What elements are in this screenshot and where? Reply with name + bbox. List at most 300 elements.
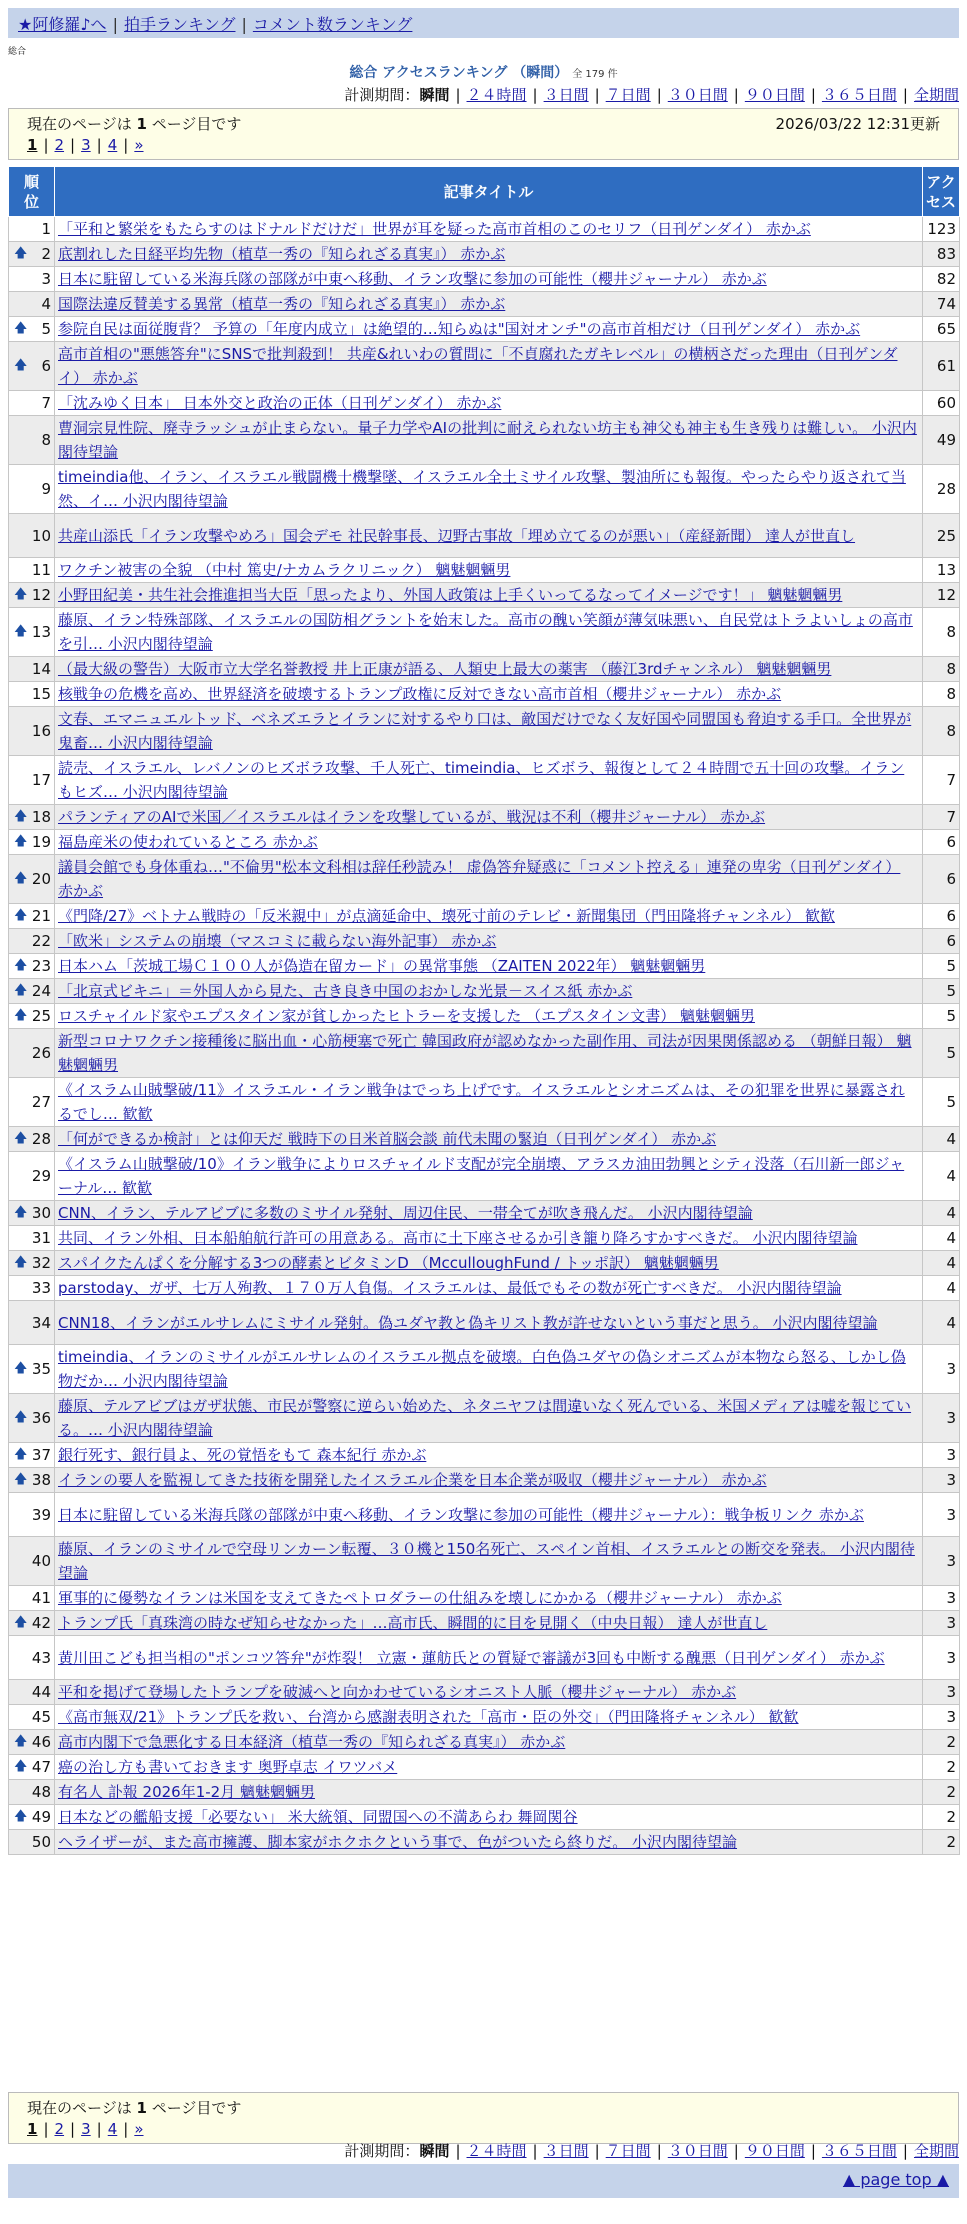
rank-cell [9,1078,55,1127]
title-cell [55,1004,923,1029]
rank-cell [9,707,55,756]
title-cell [55,558,923,583]
article-link[interactable]: 《門降/27》ベトナム戦時の「反米親中」が点滴延命中、壊死寸前のテレビ・新聞集団（門田隆将チャンネル） 歓歓 [58,907,835,925]
rank-cell [9,657,55,682]
period-separator: | [733,2142,739,2160]
access-count: 5 [923,1029,960,1078]
access-count: 8 [923,682,960,707]
rank-cell [9,1004,55,1029]
table-row [9,1029,960,1078]
article-link[interactable]: 平和を掲げて登場したトランプを破滅へと向かわせているシオニスト人脈（櫻井ジャーナル） 赤かぶ [58,1683,737,1701]
rank-number: 25 [31,1007,51,1025]
access-count: 3 [923,1611,960,1636]
article-link[interactable]: 「北京式ビキニ」＝外国人から見た、古き良き中国のおかしな光景－スイス紙 赤かぶ [58,982,633,1000]
table-row [9,608,960,657]
rank-number: 21 [31,907,51,925]
title-cell [55,514,923,558]
title-cell [55,1201,923,1226]
title-cell [55,1830,923,1855]
article-link[interactable]: 日本に駐留している米海兵隊の部隊が中東へ移動、イラン攻撃に参加の可能性（櫻井ジャーナル）：戦争板リンク 赤かぶ [58,1505,864,1524]
title-cell [55,1680,923,1705]
rank-cell [9,1394,55,1443]
rank-number: 17 [31,771,51,789]
period-separator: | [656,86,662,104]
article-link[interactable]: 日本に駐留している米海兵隊の部隊が中東へ移動、イラン攻撃に参加の可能性（櫻井ジャーナル） 赤かぶ [58,270,767,288]
access-count: 12 [923,583,960,608]
article-link[interactable]: 藤原、イランのミサイルで空母リンカーン転覆、３０機と150名死亡、スペイン首相、イスラエルとの断交を発表。 小沢内閣待望論 [58,1540,915,1582]
article-link[interactable]: 新型コロナワクチン接種後に脳出血・心筋梗塞で死亡 韓国政府が認めなかった副作用、司法が因果関係認める （朝鮮日報） 魑魅魍魎男 [58,1032,912,1074]
rank-cell [9,1830,55,1855]
rank-number: 12 [31,586,51,604]
access-count: 8 [923,707,960,756]
rank-number: 26 [31,1044,51,1062]
ranking-table [8,166,960,1855]
rank-number: 6 [41,357,51,375]
rank-number: 8 [41,431,51,449]
article-link[interactable]: トランプ氏「真珠湾の時なぜ知らせなかった」…高市氏、瞬間的に目を見開く（中央日報） 達人が世直し [58,1614,768,1632]
rank-number: 41 [31,1589,51,1607]
rank-cell [9,1730,55,1755]
table-row [9,830,960,855]
access-count: 82 [923,267,960,292]
rank-number: 48 [31,1783,51,1801]
column-header-access: アクセス [923,167,960,217]
article-link[interactable]: CNN、イラン、テルアビブに多数のミサイル発射、周辺住民、一帯全てが吹き飛んだ。 小沢内閣待望論 [58,1204,753,1222]
rank-number: 18 [31,808,51,826]
access-count: 4 [923,1276,960,1301]
table-row [9,514,960,558]
rank-cell [9,391,55,416]
period-link[interactable]: ３０日間 [667,86,728,104]
up-arrow-icon: 🡅 [14,587,28,602]
period-link[interactable]: ７日間 [605,86,651,104]
table-row [9,1705,960,1730]
period-separator: | [902,86,908,104]
rank-cell [9,267,55,292]
rank-number: 49 [31,1808,51,1826]
rank-number: 32 [31,1254,51,1272]
period-link[interactable]: ７日間 [605,2142,651,2160]
title-cell [55,1705,923,1730]
article-link[interactable]: CNN18、イランがエルサレムにミサイル発射。偽ユダヤ教と偽キリスト教が許せないという事だと思う。 小沢内閣待望論 [58,1313,878,1332]
access-count: 5 [923,979,960,1004]
rank-cell [9,608,55,657]
pager-separator: | [96,136,102,154]
rank-number: 35 [31,1360,51,1378]
rank-number: 28 [31,1130,51,1148]
rank-cell [9,904,55,929]
table-row [9,1537,960,1586]
title-cell [55,756,923,805]
access-count: 8 [923,608,960,657]
table-row [9,954,960,979]
title-cell [55,1755,923,1780]
article-link[interactable]: 議員会館でも身体重ね…"不倫男"松本文科相は辞任秒読み！ 虚偽答弁疑惑に「コメント控える」連発の卑劣（日刊ゲンダイ） 赤かぶ [58,858,901,900]
period-link[interactable]: ２４時間 [466,2142,527,2160]
period-separator: | [810,86,816,104]
table-row [9,929,960,954]
title-cell [55,1226,923,1251]
table-row [9,1443,960,1468]
rank-number: 33 [31,1279,51,1297]
ranking-table-body [9,217,960,1855]
up-arrow-icon: 🡅 [14,1734,28,1749]
article-link[interactable]: 有名人 訃報 2026年1-2月 魑魅魍魎男 [58,1783,315,1801]
rank-cell [9,558,55,583]
article-link[interactable]: 参院自民は面従腹背？ 予算の「年度内成立」は絶望的…知らぬは"国対オンチ"の高市首相だけ（日刊ゲンダイ） 赤かぶ [58,320,861,338]
access-count: 13 [923,558,960,583]
rank-number: 42 [31,1614,51,1632]
table-row [9,707,960,756]
article-link[interactable]: 読売、イスラエル、レバノンのヒズボラ攻撃、千人死亡、timeindia、ヒズボラ、報復として２４時間で五十回の攻撃。イランもヒズ… 小沢内閣待望論 [58,759,905,801]
rank-number: 30 [31,1204,51,1222]
rank-cell [9,1029,55,1078]
rank-cell [9,514,55,558]
article-link[interactable]: 藤原、イラン特殊部隊、イスラエルの国防相グラントを始末した。高市の醜い笑顔が薄気味悪い、自民党はトラよいしょの高市を引… 小沢内閣待望論 [58,611,913,653]
table-row [9,558,960,583]
rank-cell [9,979,55,1004]
table-row [9,267,960,292]
table-row [9,317,960,342]
current-page-number: 1 [136,114,147,133]
access-count: 7 [923,756,960,805]
table-row [9,1780,960,1805]
pager-separator: | [43,2120,49,2138]
rank-cell [9,465,55,514]
pager-next-link[interactable]: » [134,136,144,154]
period-link[interactable]: ３日間 [543,86,589,104]
table-row [9,1127,960,1152]
rank-number: 13 [31,623,51,641]
title-cell [55,1276,923,1301]
rank-cell [9,929,55,954]
article-link[interactable]: 黄川田こども担当相の"ポンコツ答弁"が炸裂！ 立憲・蓮舫氏との質疑で審議が3回も中断する醜悪（日刊ゲンダイ） 赤かぶ [58,1648,885,1667]
up-arrow-icon: 🡅 [14,1361,28,1376]
access-count: 6 [923,855,960,904]
article-link[interactable]: timeindia、イランのミサイルがエルサレムのイスラエル拠点を破壊。白色偽ユダヤの偽シオニズムが本物なら怒る、しかし偽物だか… 小沢内閣待望論 [58,1348,906,1390]
article-link[interactable]: 文春、エマニュエルトッド、ベネズエラとイランに対するやり口は、敵国だけでなく友好国や同盟国も脅迫する手口。全世界が鬼畜… 小沢内閣待望論 [58,710,912,752]
access-count: 123 [923,217,960,242]
rank-cell [9,1680,55,1705]
table-row [9,682,960,707]
title-cell [55,608,923,657]
access-count: 4 [923,1201,960,1226]
title-cell [55,1468,923,1493]
article-link[interactable]: 癌の治し方も書いておきます 奥野卓志 イワツバメ [58,1758,398,1776]
table-row [9,242,960,267]
title-cell [55,1078,923,1127]
up-arrow-icon: 🡅 [14,908,28,923]
rank-cell [9,1276,55,1301]
period-link[interactable]: 全期間 [913,2142,959,2160]
title-cell [55,342,923,391]
rank-number: 16 [31,722,51,740]
pager-next-link[interactable]: » [134,2120,144,2138]
access-count: 28 [923,465,960,514]
access-count: 2 [923,1780,960,1805]
access-count: 6 [923,904,960,929]
article-link[interactable]: 高市内閣下で急悪化する日本経済（植草一秀の『知られざる真実』） 赤かぶ [58,1733,566,1751]
rank-cell [9,1301,55,1345]
rank-cell [9,1152,55,1201]
period-link[interactable]: 全期間 [913,86,959,104]
page-top-link[interactable]: ▲ page top ▲ [842,2170,949,2189]
article-link[interactable]: 福島産米の使われているところ 赤かぶ [58,833,318,851]
title-cell [55,465,923,514]
access-count: 74 [923,292,960,317]
article-link[interactable]: 《イスラム山賊撃破/11》イスラエル・イラン戦争はでっち上げです。イスラエルとシオニズムは、その犯罪を世界に暴露されるでし… 歓歓 [58,1081,905,1123]
access-count: 4 [923,1301,960,1345]
up-arrow-icon: 🡅 [14,1205,28,1220]
access-count: 3 [923,1468,960,1493]
access-count: 3 [923,1345,960,1394]
up-arrow-icon: 🡅 [14,1008,28,1023]
article-link[interactable]: 核戦争の危機を高め、世界経済を破壊するトランプ政権に反対できない高市首相（櫻井ジャーナル） 赤かぶ [58,685,782,703]
rank-number: 27 [31,1093,51,1111]
period-link[interactable]: ２４時間 [466,86,527,104]
rank-number: 7 [41,394,51,412]
period-separator: | [733,86,739,104]
article-link[interactable]: 《高市無双/21》トランプ氏を救い、台湾から感謝表明された「高市・臣の外交」（門田隆将チャンネル） 歓歓 [58,1708,799,1726]
comment-ranking-link[interactable]: コメント数ランキング [252,15,413,34]
article-link[interactable]: 「平和と繁栄をもたらすのはドナルドだけだ」世界が耳を疑った高市首相のこのセリフ（日刊ゲンダイ） 赤かぶ [58,220,811,238]
title-cell [55,416,923,465]
pager-page-link[interactable]: 4 [107,2120,118,2138]
title-cell [55,1029,923,1078]
article-link[interactable]: 共同、イラン外相、日本船舶航行許可の用意ある。高市に土下座させるか引き籠り降ろすかすべきだ。 小沢内閣待望論 [58,1229,858,1247]
article-link[interactable]: （最大級の警告）大阪市立大学名誉教授 井上正康が語る、人類史上最大の薬害 （藤江3rdチャンネル） 魑魅魍魎男 [58,660,832,678]
up-arrow-icon: 🡅 [14,1472,28,1487]
table-row [9,1251,960,1276]
table-row [9,391,960,416]
title-cell [55,1345,923,1394]
article-link[interactable]: 《イスラム山賊撃破/10》イラン戦争によりロスチャイルド支配が完全崩壊、アラスカ油田勃興とシティ没落（石川新一郎ジャーナル… 歓歓 [58,1155,905,1197]
rank-cell [9,954,55,979]
title-cell [55,707,923,756]
pager-page-link[interactable]: 4 [107,136,118,154]
title-cell [55,830,923,855]
rank-number: 40 [31,1552,51,1570]
pager-page-link[interactable]: 2 [54,136,65,154]
clap-ranking-link[interactable]: 拍手ランキング [123,15,236,34]
title-cell [55,391,923,416]
article-link[interactable]: ワクチン被害の全貌 （中村 篤史/ナカムラクリニック） 魑魅魍魎男 [58,561,511,579]
table-row [9,1004,960,1029]
rank-cell [9,756,55,805]
title-cell [55,657,923,682]
period-link[interactable]: ９０日間 [744,86,805,104]
period-separator: | [594,86,600,104]
access-count: 6 [923,929,960,954]
status-box-top [8,108,959,160]
up-arrow-icon: 🡅 [14,958,28,973]
home-link[interactable]: ★阿修羅♪へ [18,15,107,34]
article-link[interactable]: スパイクたんぱくを分解する3つの酵素とビタミンD （McculloughFund / トッポ訳） 魑魅魍魎男 [58,1254,719,1272]
table-row [9,1830,960,1855]
table-row [9,1493,960,1537]
up-arrow-icon: 🡅 [14,1809,28,1824]
rank-cell [9,242,55,267]
pager-page-link[interactable]: 3 [81,2120,91,2138]
up-arrow-icon: 🡅 [14,1131,28,1146]
title-cell [55,1152,923,1201]
access-count: 4 [923,1152,960,1201]
pager-separator: | [70,2120,76,2138]
article-link[interactable]: ロスチャイルド家やエプスタイン家が貧しかったヒトラーを支援した （エプスタイン文書） 魑魅魍魎男 [58,1007,755,1025]
title-cell [55,1537,923,1586]
period-link[interactable]: ３６５日間 [821,86,897,104]
title-cell [55,682,923,707]
access-count: 4 [923,1226,960,1251]
title-cell [55,292,923,317]
title-cell [55,1493,923,1537]
article-link[interactable]: parstoday、ガザ、七万人殉教、１７０万人負傷。イスラエルは、最低でもその数が死亡すべきだ。 小沢内閣待望論 [58,1279,842,1297]
rank-cell [9,830,55,855]
article-link[interactable]: 小野田紀美・共生社会推進担当大臣「思ったより、外国人政策は上手くいってるなってイメージです！」 魑魅魍魎男 [58,586,843,604]
article-link[interactable]: timeindia他、イラン、イスラエル戦闘機十機撃墜、イスラエル全土ミサイル攻撃、製油所にも報復。やったらやり返されて当然、イ… 小沢内閣待望論 [58,468,906,510]
table-row [9,855,960,904]
page-title [0,62,967,82]
up-arrow-icon: 🡅 [14,246,28,261]
article-link[interactable]: 共産山添氏「イラン攻撃やめろ」国会デモ 社民幹事長、辺野古事故「埋め立てるのが悪い」（産経新聞） 達人が世直し [58,526,856,545]
rank-cell [9,1755,55,1780]
current-page-number: 1 [136,2098,147,2117]
rank-number: 47 [31,1758,51,1776]
article-link[interactable]: 国際法違反賛美する異常（植草一秀の『知られざる真実』） 赤かぶ [58,295,506,313]
title-cell [55,979,923,1004]
rank-cell [9,1251,55,1276]
period-separator: | [902,2142,908,2160]
rank-cell [9,1805,55,1830]
table-row [9,1730,960,1755]
pager-separator: | [123,2120,129,2138]
access-count: 6 [923,830,960,855]
rank-number: 44 [31,1683,51,1701]
item-count: 全 179 件 [572,69,618,80]
rank-number: 10 [31,526,51,545]
rank-number: 36 [31,1409,51,1427]
title-cell [55,954,923,979]
rank-cell [9,1468,55,1493]
period-link[interactable]: ３０日間 [667,2142,728,2160]
up-arrow-icon: 🡅 [14,321,28,336]
article-link[interactable]: 高市首相の"悪態答弁"にSNSで批判殺到！ 共産&れいわの質問に「不貞腐れたガキレベル」の横柄さだった理由（日刊ゲンダイ） 赤かぶ [58,345,898,387]
table-row [9,217,960,242]
table-row [9,583,960,608]
rank-number: 3 [41,270,51,288]
period-selector-bottom [344,2140,959,2161]
up-arrow-icon: 🡅 [14,834,28,849]
table-row [9,1301,960,1345]
period-separator: | [532,86,538,104]
period-separator: | [656,2142,662,2160]
access-count: 60 [923,391,960,416]
title-cell [55,583,923,608]
rank-number: 29 [31,1167,51,1185]
article-link[interactable]: 軍事的に優勢なイランは米国を支えてきたペトロダラーの仕組みを壊しにかかる（櫻井ジャーナル） 赤かぶ [58,1589,782,1607]
rank-number: 19 [31,833,51,851]
current-page-text: 現在のページは 1 ページ目です [27,114,242,133]
article-link[interactable]: 日本ハム「茨城工場Ｃ１００人が偽造在留カード」の異常事態 （ZAITEN 2022年） 魑魅魍魎男 [58,957,706,975]
pagination-bottom [27,2118,940,2140]
status-box-bottom [8,2092,959,2144]
title-cell [55,1586,923,1611]
rank-number: 45 [31,1708,51,1726]
rank-cell [9,342,55,391]
access-count: 4 [923,1127,960,1152]
table-row [9,1152,960,1201]
up-arrow-icon: 🡅 [14,1759,28,1774]
table-row [9,1394,960,1443]
period-separator: | [455,86,461,104]
article-link[interactable]: 曹洞宗見性院、廃寺ラッシュが止まらない。量子力学やAIの批判に耐えられない坊主も神父も神主も生き残りは難しい。 小沢内閣待望論 [58,419,917,461]
article-link[interactable]: 「欧米」システムの崩壊（マスコミに載らない海外記事） 赤かぶ [58,932,497,950]
article-link[interactable]: 銀行死す、銀行員よ、死の覚悟をもて 森本紀行 赤かぶ [58,1446,427,1464]
rank-cell [9,1586,55,1611]
rank-cell [9,416,55,465]
up-arrow-icon: 🡅 [14,809,28,824]
article-link[interactable]: ヘライザーが、また高市擁護、脚本家がホクホクという事で、色がついたら終りだ。 小沢内閣待望論 [58,1833,738,1851]
period-link[interactable]: ９０日間 [744,2142,805,2160]
pager-separator: | [70,136,76,154]
title-cell [55,317,923,342]
table-row [9,465,960,514]
article-link[interactable]: 「沈みゆく日本」 日本外交と政治の正体（日刊ゲンダイ） 赤かぶ [58,394,502,412]
table-row [9,1078,960,1127]
access-count: 2 [923,1755,960,1780]
table-row [9,1611,960,1636]
table-row [9,979,960,1004]
rank-number: 23 [31,957,51,975]
access-count: 5 [923,954,960,979]
title-cell [55,929,923,954]
current-page-text: 現在のページは 1 ページ目です [27,2098,242,2117]
column-header-rank: 順位 [9,167,55,217]
period-link[interactable]: ３日間 [543,2142,589,2160]
article-link[interactable]: パランティアのAIで米国／イスラエルはイランを攻撃しているが、戦況は不利（櫻井ジャーナル） 赤かぶ [58,808,766,826]
rank-cell [9,1345,55,1394]
pager-page-link[interactable]: 3 [81,136,91,154]
access-count: 2 [923,1830,960,1855]
rank-cell [9,855,55,904]
rank-cell [9,682,55,707]
article-link[interactable]: 日本などの艦船支援「必要ない」 米大統領、同盟国への不満あらわ 舞岡関谷 [58,1808,578,1826]
article-link[interactable]: イランの要人を監視してきた技術を開発したイスラエル企業を日本企業が吸収（櫻井ジャーナル） 赤かぶ [58,1471,767,1489]
title-cell [55,1443,923,1468]
status-row [27,2096,940,2118]
up-arrow-icon: 🡅 [14,624,28,639]
article-link[interactable]: 「何ができるか検討」とは仰天だ 戦時下の日米首脳会談 前代未聞の緊迫（日刊ゲンダイ） 赤かぶ [58,1130,717,1148]
period-separator: | [532,2142,538,2160]
period-link[interactable]: ３６５日間 [821,2142,897,2160]
rank-number: 9 [41,480,51,498]
up-arrow-icon: 🡅 [14,1447,28,1462]
table-row [9,805,960,830]
table-row [9,1201,960,1226]
access-count: 8 [923,657,960,682]
access-count: 4 [923,1251,960,1276]
up-arrow-icon: 🡅 [14,1255,28,1270]
pagination-top [27,134,940,156]
table-row [9,1680,960,1705]
pager-page-link[interactable]: 2 [54,2120,65,2138]
rank-number: 31 [31,1229,51,1247]
period-label: 計測期間： [344,86,420,104]
article-link[interactable]: 底割れした日経平均先物（植草一秀の『知られざる真実』） 赤かぶ [58,245,506,263]
table-row [9,1755,960,1780]
article-link[interactable]: 藤原、テルアビブはガザ状態、市民が警察に逆らい始めた、ネタニヤフは間違いなく死んでいる、米国メディアは嘘を報じている。… 小沢内閣待望論 [58,1397,912,1439]
title-cell [55,1394,923,1443]
